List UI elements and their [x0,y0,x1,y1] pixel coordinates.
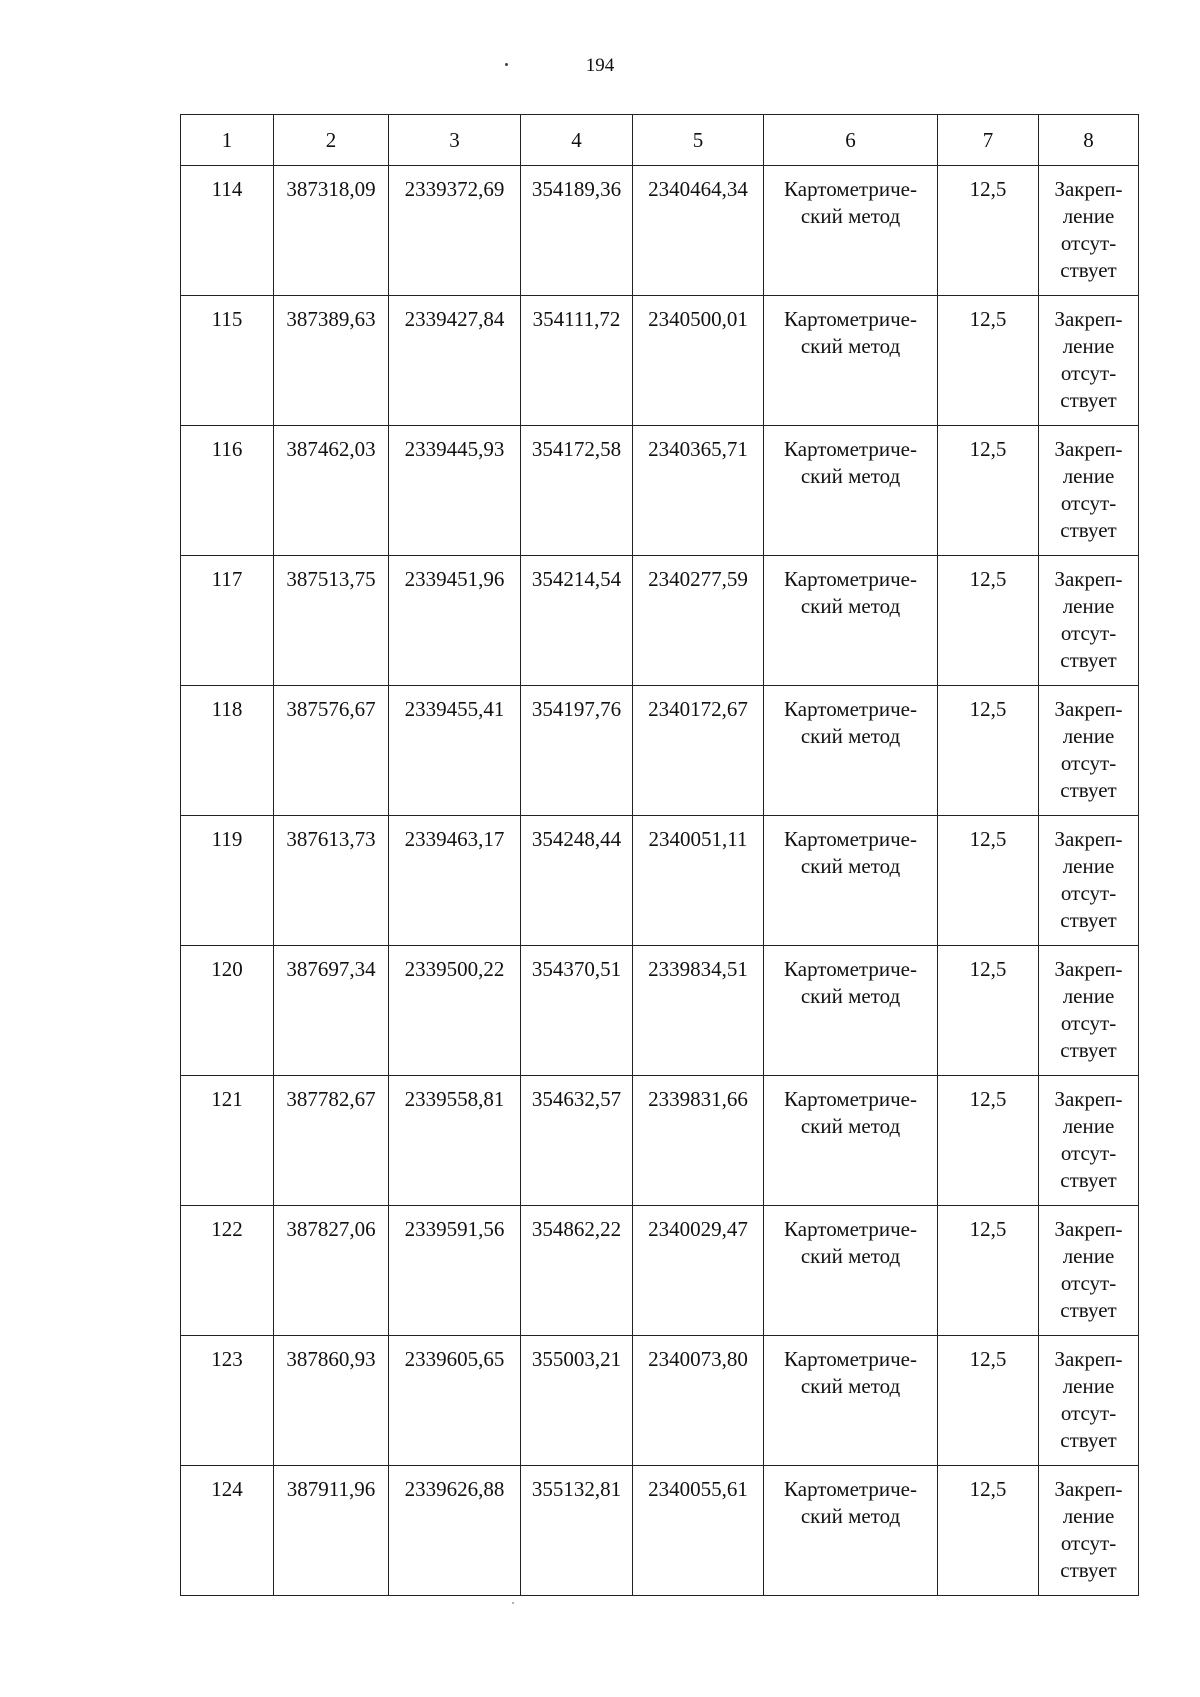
value-cell: 12,5 [938,1336,1039,1466]
page-number: 194 [585,55,615,76]
value-cell: 2339591,56 [389,1206,521,1336]
table-row [181,946,1139,1076]
table-row [181,1206,1139,1336]
value-cell: 2340172,67 [633,686,764,816]
value-cell: 12,5 [938,1206,1039,1336]
note-cell [1039,946,1139,1076]
note-cell-line: Закреп- [1054,437,1123,461]
note-cell-line: ствует [1060,258,1117,282]
point-number-cell: 121 [181,1076,274,1206]
value-cell: 2340365,71 [633,426,764,556]
value-cell: 387860,93 [274,1336,389,1466]
value-cell: 387513,75 [274,556,389,686]
table-row [181,816,1139,946]
method-cell [764,166,938,296]
value-cell: 2340277,59 [633,556,764,686]
value-cell: 2340500,01 [633,296,764,426]
note-cell-line: ление [1062,1504,1115,1528]
note-cell-line: ствует [1060,778,1117,802]
coordinates-table [180,114,1139,1596]
value-cell: 2340051,11 [633,816,764,946]
value-cell: 387697,34 [274,946,389,1076]
value-cell: 2340073,80 [633,1336,764,1466]
value-cell: 354197,76 [521,686,633,816]
column-header: 7 [938,115,1039,166]
note-cell [1039,166,1139,296]
method-cell-line: Картометриче- [784,437,917,461]
note-cell-line: ствует [1060,1038,1117,1062]
column-header: 1 [181,115,274,166]
value-cell: 2339500,22 [389,946,521,1076]
method-cell-line: ский метод [800,1114,901,1138]
method-cell-line: ский метод [800,464,901,488]
value-cell: 2339372,69 [389,166,521,296]
point-number-cell: 115 [181,296,274,426]
note-cell-line: Закреп- [1054,1087,1123,1111]
method-cell-line: ский метод [800,984,901,1008]
note-cell-line: отсут- [1060,1271,1117,1295]
note-cell-line: отсут- [1060,361,1117,385]
note-cell-line: Закреп- [1054,1217,1123,1241]
note-cell-line: ствует [1060,908,1117,932]
scan-speck [512,1602,514,1604]
value-cell: 355003,21 [521,1336,633,1466]
note-cell-line: ствует [1060,1298,1117,1322]
value-cell: 12,5 [938,296,1039,426]
value-cell: 12,5 [938,426,1039,556]
value-cell: 354370,51 [521,946,633,1076]
method-cell-line: ский метод [800,1374,901,1398]
method-cell-line: Картометриче- [784,697,917,721]
column-header: 2 [274,115,389,166]
value-cell: 2340055,61 [633,1466,764,1596]
value-cell: 354189,36 [521,166,633,296]
method-cell [764,1336,938,1466]
method-cell-line: Картометриче- [784,957,917,981]
value-cell: 12,5 [938,816,1039,946]
method-cell-line: ский метод [800,1504,901,1528]
note-cell [1039,296,1139,426]
value-cell: 2339455,41 [389,686,521,816]
method-cell-line: Картометриче- [784,1347,917,1371]
note-cell [1039,426,1139,556]
method-cell-line: Картометриче- [784,827,917,851]
note-cell-line: отсут- [1060,751,1117,775]
note-cell [1039,1206,1139,1336]
method-cell-line: Картометриче- [784,1477,917,1501]
value-cell: 2339427,84 [389,296,521,426]
table-row [181,426,1139,556]
note-cell-line: ление [1062,464,1115,488]
value-cell: 387613,73 [274,816,389,946]
value-cell: 354111,72 [521,296,633,426]
note-cell-line: ление [1062,1114,1115,1138]
point-number-cell: 120 [181,946,274,1076]
value-cell: 2340029,47 [633,1206,764,1336]
method-cell [764,426,938,556]
note-cell-line: ствует [1060,648,1117,672]
note-cell-line: Закреп- [1054,957,1123,981]
value-cell: 387576,67 [274,686,389,816]
point-number-cell: 114 [181,166,274,296]
note-cell-line: отсут- [1060,491,1117,515]
value-cell: 2340464,34 [633,166,764,296]
point-number-cell: 116 [181,426,274,556]
value-cell: 354172,58 [521,426,633,556]
point-number-cell: 119 [181,816,274,946]
note-cell-line: Закреп- [1054,307,1123,331]
note-cell-line: ствует [1060,1428,1117,1452]
note-cell-line: Закреп- [1054,1347,1123,1371]
method-cell [764,946,938,1076]
table-row [181,296,1139,426]
method-cell-line: ский метод [800,204,901,228]
value-cell: 354214,54 [521,556,633,686]
table-body [181,166,1139,1596]
table-row [181,686,1139,816]
column-header: 4 [521,115,633,166]
value-cell: 387462,03 [274,426,389,556]
column-header: 8 [1039,115,1139,166]
value-cell: 2339834,51 [633,946,764,1076]
table-row [181,1076,1139,1206]
method-cell-line: Картометриче- [784,1217,917,1241]
scan-speck [505,63,508,66]
note-cell-line: отсут- [1060,1531,1117,1555]
value-cell: 354632,57 [521,1076,633,1206]
value-cell: 12,5 [938,1076,1039,1206]
value-cell: 387782,67 [274,1076,389,1206]
note-cell-line: ление [1062,1244,1115,1268]
point-number-cell: 122 [181,1206,274,1336]
method-cell [764,1206,938,1336]
note-cell-line: Закреп- [1054,567,1123,591]
method-cell-line: ский метод [800,1244,901,1268]
note-cell-line: ствует [1060,1168,1117,1192]
table-row [181,1336,1139,1466]
note-cell-line: Закреп- [1054,827,1123,851]
note-cell-line: ствует [1060,518,1117,542]
method-cell [764,816,938,946]
note-cell [1039,686,1139,816]
method-cell-line: Картометриче- [784,1087,917,1111]
note-cell-line: ление [1062,334,1115,358]
note-cell-line: ствует [1060,1558,1117,1582]
note-cell [1039,1076,1139,1206]
value-cell: 354862,22 [521,1206,633,1336]
table-row [181,556,1139,686]
value-cell: 387827,06 [274,1206,389,1336]
value-cell: 12,5 [938,1466,1039,1596]
value-cell: 387911,96 [274,1466,389,1596]
note-cell [1039,1466,1139,1596]
value-cell: 2339463,17 [389,816,521,946]
method-cell-line: ский метод [800,594,901,618]
note-cell-line: ление [1062,724,1115,748]
method-cell-line: Картометриче- [784,307,917,331]
note-cell-line: отсут- [1060,231,1117,255]
value-cell: 355132,81 [521,1466,633,1596]
note-cell-line: ление [1062,204,1115,228]
method-cell-line: ский метод [800,724,901,748]
value-cell: 12,5 [938,686,1039,816]
note-cell [1039,556,1139,686]
value-cell: 2339605,65 [389,1336,521,1466]
note-cell-line: отсут- [1060,1401,1117,1425]
point-number-cell: 117 [181,556,274,686]
note-cell-line: отсут- [1060,1011,1117,1035]
value-cell: 354248,44 [521,816,633,946]
note-cell-line: ствует [1060,388,1117,412]
column-header: 3 [389,115,521,166]
value-cell: 387318,09 [274,166,389,296]
note-cell-line: отсут- [1060,881,1117,905]
column-header: 6 [764,115,938,166]
note-cell-line: отсут- [1060,621,1117,645]
method-cell-line: ский метод [800,334,901,358]
value-cell: 2339626,88 [389,1466,521,1596]
value-cell: 2339831,66 [633,1076,764,1206]
value-cell: 387389,63 [274,296,389,426]
method-cell [764,1076,938,1206]
method-cell [764,296,938,426]
note-cell-line: ление [1062,854,1115,878]
point-number-cell: 124 [181,1466,274,1596]
note-cell-line: отсут- [1060,1141,1117,1165]
note-cell [1039,816,1139,946]
method-cell [764,686,938,816]
table-row [181,1466,1139,1596]
note-cell-line: ление [1062,984,1115,1008]
point-number-cell: 118 [181,686,274,816]
method-cell-line: ский метод [800,854,901,878]
note-cell-line: Закреп- [1054,177,1123,201]
header-row [181,115,1139,166]
method-cell-line: Картометриче- [784,567,917,591]
method-cell [764,1466,938,1596]
column-header: 5 [633,115,764,166]
value-cell: 12,5 [938,946,1039,1076]
note-cell-line: ление [1062,1374,1115,1398]
value-cell: 12,5 [938,166,1039,296]
value-cell: 12,5 [938,556,1039,686]
method-cell [764,556,938,686]
note-cell [1039,1336,1139,1466]
table-row [181,166,1139,296]
note-cell-line: ление [1062,594,1115,618]
method-cell-line: Картометриче- [784,177,917,201]
value-cell: 2339445,93 [389,426,521,556]
note-cell-line: Закреп- [1054,697,1123,721]
note-cell-line: Закреп- [1054,1477,1123,1501]
value-cell: 2339451,96 [389,556,521,686]
value-cell: 2339558,81 [389,1076,521,1206]
point-number-cell: 123 [181,1336,274,1466]
